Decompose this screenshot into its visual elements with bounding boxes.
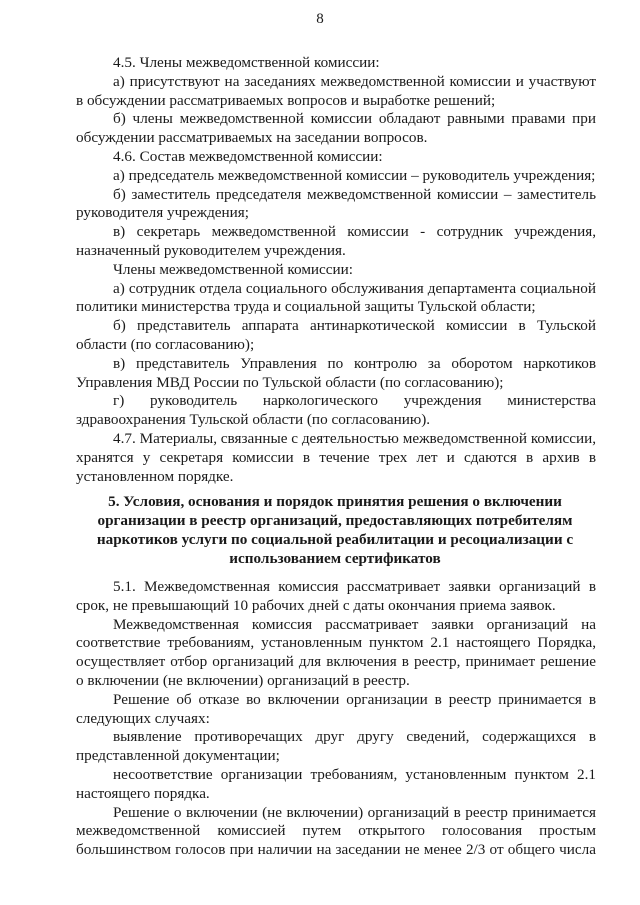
paragraph-5-1-case-1: выявление противоречащих друг другу сведений, содержащихся в представленной документации; — [76, 728, 596, 765]
paragraph-4-5-b: б) члены межведомственной комиссии обладают равными правами при обсуждении рассматриваемых на заседании вопросов. — [76, 110, 596, 147]
paragraph-5-1-decision: Решение о включении (не включении) организаций в реестр принимается межведомственной комиссией путем открытого голосования простым большинством голосов при наличии на заседании не менее 2/3 от общего числа — [76, 803, 596, 859]
paragraph-member-a: а) сотрудник отдела социального обслуживания департамента социальной политики министерства труда и социальной защиты Тульской области; — [76, 279, 596, 316]
paragraph-4-6-a: а) председатель межведомственной комиссии – руководитель учреждения; — [113, 166, 596, 184]
section-5-text — [76, 578, 596, 860]
paragraph-members-heading: Члены межведомственной комиссии: — [113, 260, 354, 278]
paragraph-5-1: 5.1. Межведомственная комиссия рассматривает заявки организаций в срок, не превышающий 10 рабочих дней с даты окончания приема заявок. — [76, 578, 596, 614]
section-5-heading — [70, 492, 600, 568]
section-4-text — [76, 54, 596, 486]
paragraph-4-6: 4.6. Состав межведомственной комиссии: — [113, 147, 383, 165]
page-number: 8 — [316, 11, 324, 27]
paragraph-member-d: г) руководитель наркологического учреждения министерства здравоохранения Тульской области (по согласованию). — [76, 392, 596, 429]
paragraph-member-c: в) представитель Управления по контролю за оборотом наркотиков Управления МВД России по Тульской области (по согласованию); — [76, 354, 596, 391]
paragraph-4-7: 4.7. Материалы, связанные с деятельностью межведомственной комиссии, хранятся у секретаря комиссии в течение трех лет и сдаются в архив в установленном порядке. — [76, 429, 596, 485]
paragraph-4-6-c: в) секретарь межведомственной комиссии - сотрудник учреждения, назначенный руководителем учреждения. — [76, 223, 596, 259]
paragraph-4-5: 4.5. Члены межведомственной комиссии: — [113, 54, 380, 71]
paragraph-5-1-case-2: несоответствие организации требованиям, установленным пунктом 2.1 настоящего порядка. — [76, 765, 596, 802]
paragraph-5-1-refusal: Решение об отказе во включении организации в реестр принимается в следующих случаях: — [76, 690, 596, 727]
section-5-title: 5. Условия, основания и порядок принятия решения о включении организации в реестр организаций, предоставляющих потребителям наркотиков услуги по социальной реабилитации и ресоциализации с использованием сертификатов — [96, 493, 574, 567]
paragraph-member-b: б) представитель аппарата антинаркотической комиссии в Тульской области (по согласованию); — [76, 317, 596, 353]
paragraph-5-1-review: Межведомственная комиссия рассматривает заявки организаций на соответствие требованиям, установленным пунктом 2.1 настоящего Порядка, осуществляет отбор организаций для включения в реестр, принимает решение о включении (не включении) организаций в реестр. — [76, 615, 596, 689]
paragraph-4-5-a: а) присутствуют на заседаниях межведомственной комиссии и участвуют в обсуждении рассматриваемых вопросов и выработке решений; — [76, 72, 596, 109]
paragraph-4-6-b: б) заместитель председателя межведомственной комиссии – заместитель руководителя учреждения; — [76, 185, 596, 222]
